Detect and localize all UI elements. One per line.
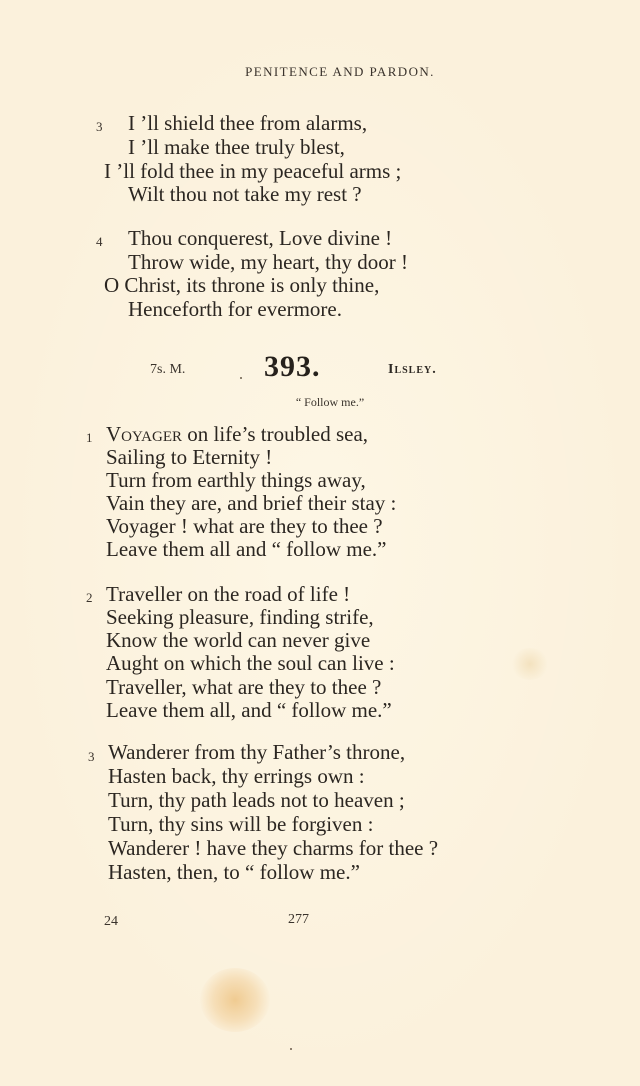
running-head: PENITENCE AND PARDON. — [245, 64, 435, 79]
signature-mark: 24 — [104, 914, 118, 929]
verse-line: Thou conquerest, Love divine ! — [128, 226, 393, 250]
stanza-number: 2 — [86, 590, 93, 605]
page-number: 277 — [288, 912, 309, 927]
verse-line: Turn from earthly things away, — [106, 468, 366, 492]
verse-line: Hasten, then, to “ follow me.” — [108, 860, 360, 884]
stanza-number: 3 — [96, 119, 103, 134]
verse-line: Sailing to Eternity ! — [106, 445, 273, 469]
paper-speck — [290, 1048, 292, 1050]
paper-stain — [510, 648, 550, 680]
hymn-meter: 7s. M. — [150, 362, 186, 377]
verse-line: Leave them all and “ follow me.” — [106, 537, 387, 561]
verse-line: Throw wide, my heart, thy door ! — [128, 250, 408, 274]
verse-line: Leave them all, and “ follow me.” — [106, 698, 392, 722]
verse-line: Wanderer ! have they charms for thee ? — [108, 836, 439, 860]
verse-line: Traveller, what are they to thee ? — [106, 675, 382, 699]
verse-line: Henceforth for evermore. — [128, 297, 342, 321]
first-line-rest: on life’s troubled sea, — [182, 422, 369, 446]
verse-line: I ’ll fold thee in my peaceful arms ; — [104, 159, 402, 183]
hymn-motto: “ Follow me.” — [295, 395, 365, 409]
verse-line: Wanderer from thy Father’s throne, — [108, 740, 406, 764]
verse-line: Voyager ! what are they to thee ? — [106, 514, 383, 538]
verse-line: Turn, thy sins will be forgiven : — [108, 812, 374, 836]
hymn-number: 393. — [264, 350, 321, 383]
stanza-number: 1 — [86, 430, 93, 445]
stanza-number: 3 — [88, 749, 95, 764]
first-word: Voyager — [106, 422, 183, 446]
verse-line: Hasten back, thy errings own : — [108, 764, 365, 788]
verse-line: Traveller on the road of life ! — [106, 582, 351, 606]
verse-line: Wilt thou not take my rest ? — [128, 182, 362, 206]
verse-line: Vain they are, and brief their stay : — [106, 491, 397, 515]
stanza-number: 4 — [96, 234, 103, 249]
hymn-header — [0, 350, 640, 390]
verse-line: Aught on which the soul can live : — [106, 651, 395, 675]
verse-line: Turn, thy path leads not to heaven ; — [108, 788, 405, 812]
paper-speck — [240, 377, 242, 379]
tune-name: Ilsley. — [388, 362, 437, 377]
verse-line: Know the world can never give — [106, 628, 371, 652]
paper-stain — [200, 968, 270, 1032]
verse-line-first — [106, 422, 368, 446]
verse-line: I ’ll shield thee from alarms, — [128, 111, 368, 135]
verse-line: Seeking pleasure, finding strife, — [106, 605, 374, 629]
verse-line: I ’ll make thee truly blest, — [128, 135, 345, 159]
verse-line: O Christ, its throne is only thine, — [104, 273, 380, 297]
